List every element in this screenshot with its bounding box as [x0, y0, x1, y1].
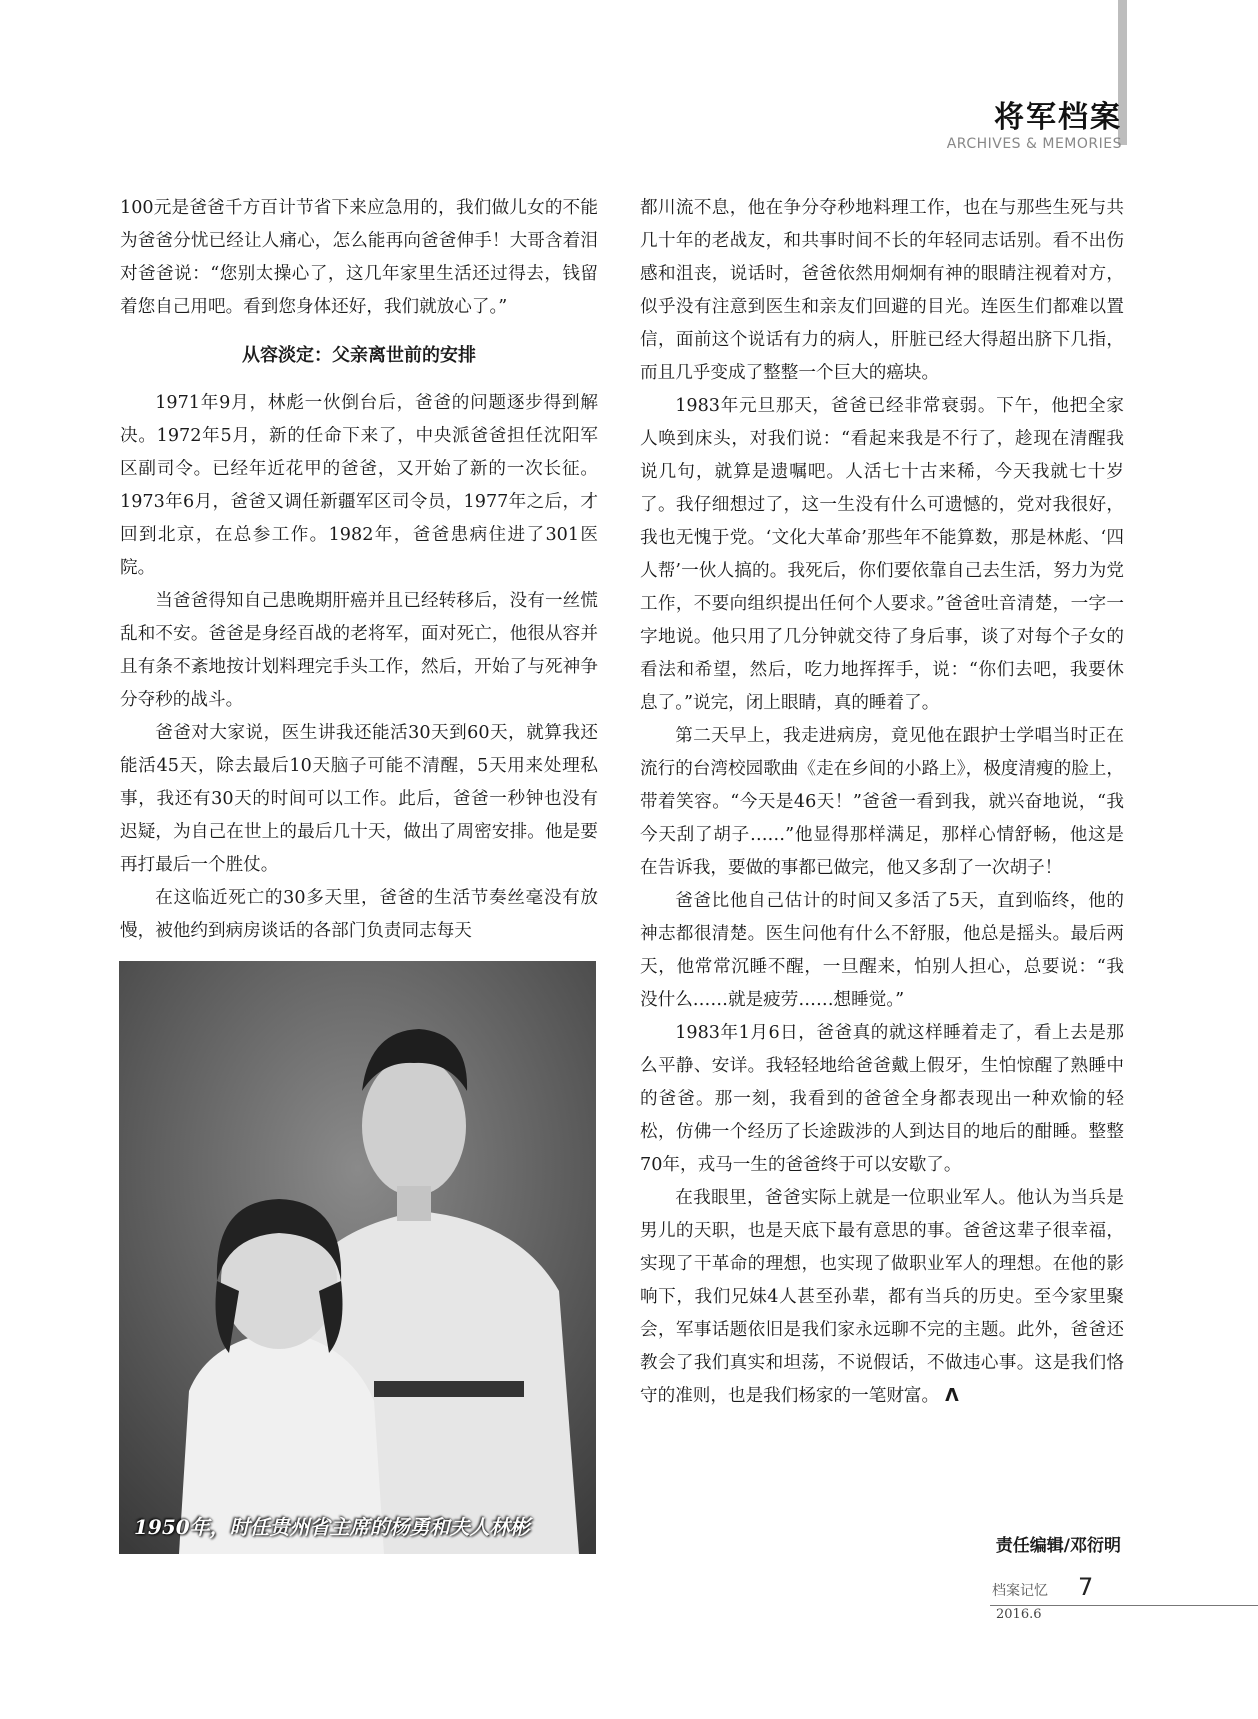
photo-illustration	[119, 961, 596, 1554]
right-column	[640, 192, 1124, 1413]
paragraph: 在这临近死亡的30多天里，爸爸的生活节奏丝毫没有放慢，被他约到病房谈话的各部门负责同志每天	[120, 888, 598, 941]
paragraph: 爸爸对大家说，医生讲我还能活30天到60天，就算我还能活45天，除去最后10天脑子可能不清醒，5天用来处理私事，我还有30天的时间可以工作。此后，爸爸一秒钟也没有迟疑，为自己在世上的最后几十天，做出了周密安排。他是要再打最后一个胜仗。	[120, 723, 598, 875]
editor-credit: 责任编辑/邓衍明	[995, 1536, 1121, 1556]
section-subtitle: ARCHIVES & MEMORIES	[946, 136, 1122, 152]
section-title: 将军档案	[994, 100, 1122, 135]
paragraph: 1971年9月，林彪一伙倒台后，爸爸的问题逐步得到解决。1972年5月，新的任命下来了，中央派爸爸担任沈阳军区副司令。已经年近花甲的爸爸，又开始了新的一次长征。1973年6月，爸爸又调任新疆军区司令员，1977年之后，才回到北京，在总参工作。1982年，爸爸患病住进了301医院。	[120, 393, 598, 578]
end-mark-icon: Λ	[945, 1386, 959, 1406]
left-column	[120, 192, 598, 948]
paragraph	[640, 1182, 1124, 1413]
footer-magazine-name: 档案记忆	[992, 1583, 1048, 1599]
paragraph: 1983年1月6日，爸爸真的就这样睡着走了，看上去是那么平静、安详。我轻轻地给爸爸戴上假牙，生怕惊醒了熟睡中的爸爸。那一刻，我看到的爸爸全身都表现出一种欢愉的轻松，仿佛一个经历了长途跋涉的人到达目的地后的酣睡。整整70年，戎马一生的爸爸终于可以安歇了。	[640, 1023, 1124, 1175]
page-number: 7	[1078, 1573, 1094, 1601]
photo-caption: 1950年，时任贵州省主席的杨勇和夫人林彬	[134, 1515, 530, 1539]
paragraph: 都川流不息，他在争分夺秒地料理工作，也在与那些生死与共几十年的老战友，和共事时间不长的年轻同志话别。看不出伤感和沮丧，说话时，爸爸依然用炯炯有神的眼睛注视着对方，似乎没有注意到医生和亲友们回避的目光。连医生们都难以置信，面前这个说话有力的病人，肝脏已经大得超出脐下几指，而且几乎变成了整整一个巨大的癌块。	[640, 198, 1124, 383]
paragraph: 爸爸比他自己估计的时间又多活了5天，直到临终，他的神志都很清楚。医生问他有什么不舒服，他总是摇头。最后两天，他常常沉睡不醒，一旦醒来，怕别人担心，总要说：“我没什么……就是疲劳……想睡觉。”	[640, 891, 1124, 1010]
paragraph: 当爸爸得知自己患晚期肝癌并且已经转移后，没有一丝慌乱和不安。爸爸是身经百战的老将军，面对死亡，他很从容并且有条不紊地按计划料理完手头工作，然后，开始了与死神争分夺秒的战斗。	[120, 591, 598, 710]
paragraph: 第二天早上，我走进病房，竟见他在跟护士学唱当时正在流行的台湾校园歌曲《走在乡间的小路上》，极度清瘦的脸上，带着笑容。“今天是46天！”爸爸一看到我，就兴奋地说，“我今天刮了胡子……”他显得那样满足，那样心情舒畅，他这是在告诉我，要做的事都已做完，他又多刮了一次胡子！	[640, 726, 1124, 878]
subheading: 从容淡定：父亲离世前的安排	[242, 345, 476, 366]
paragraph: 100元是爸爸千方百计节省下来应急用的，我们做儿女的不能为爸爸分忧已经让人痛心，怎么能再向爸爸伸手！大哥含着泪对爸爸说：“您别太操心了，这几年家里生活还过得去，钱留着您自己用吧。看到您身体还好，我们就放心了。”	[120, 198, 598, 317]
historical-photo	[119, 961, 596, 1554]
paragraph: 1983年元旦那天，爸爸已经非常衰弱。下午，他把全家人唤到床头，对我们说：“看起来我是不行了，趁现在清醒我说几句，就算是遗嘱吧。人活七十古来稀，今天我就七十岁了。我仔细想过了，这一生没有什么可遗憾的，党对我很好，我也无愧于党。‘文化大革命’那些年不能算数，那是林彪、‘四人帮’一伙人搞的。我死后，你们要依靠自己去生活，努力为党工作，不要向组织提出任何个人要求。”爸爸吐音清楚，一字一字地说。他只用了几分钟就交待了身后事，谈了对每个子女的看法和希望，然后，吃力地挥挥手，说：“你们去吧，我要休息了。”说完，闭上眼睛，真的睡着了。	[640, 396, 1124, 713]
footer-rule	[990, 1605, 1258, 1606]
paragraph-text: 在我眼里，爸爸实际上就是一位职业军人。他认为当兵是男儿的天职，也是天底下最有意思的事。爸爸这辈子很幸福，实现了干革命的理想，也实现了做职业军人的理想。在他的影响下，我们兄妹4人甚至孙辈，都有当兵的历史。至今家里聚会，军事话题依旧是我们家永远聊不完的主题。此外，爸爸还教会了我们真实和坦荡，不说假话，不做违心事。这是我们恪守的准则，也是我们杨家的一笔财富。	[640, 1188, 1124, 1406]
footer-issue: 2016.6	[996, 1607, 1042, 1622]
